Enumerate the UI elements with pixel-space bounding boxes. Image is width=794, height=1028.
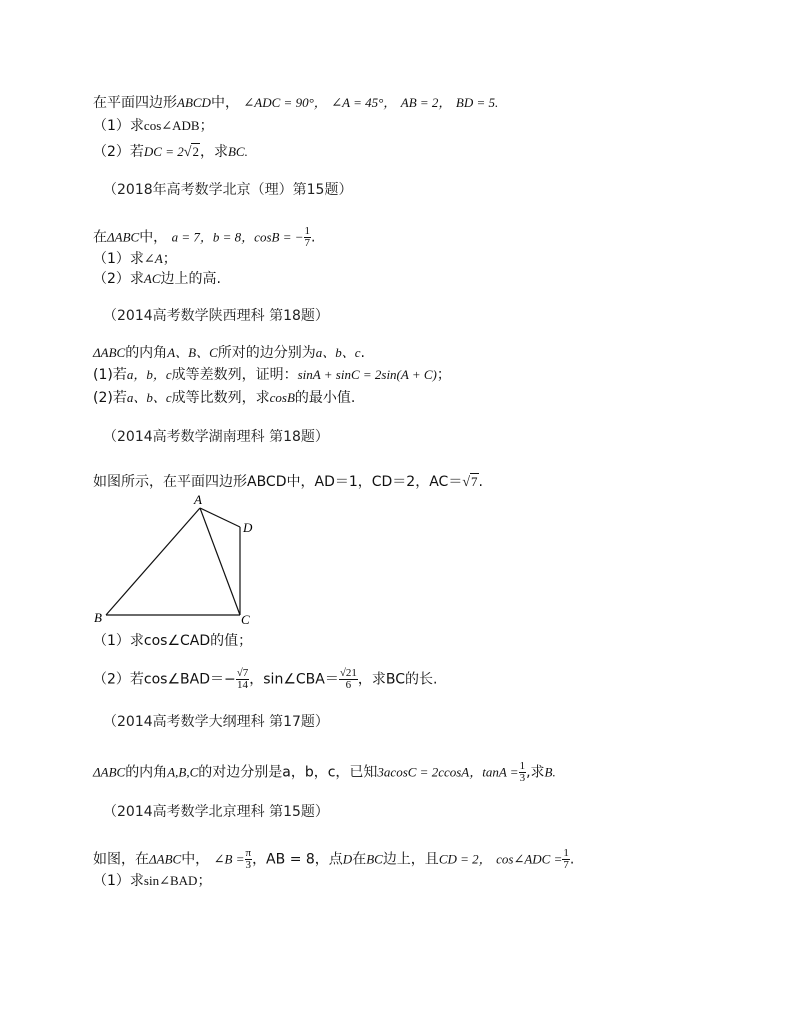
text: . bbox=[478, 474, 483, 490]
math: DC = 2 bbox=[143, 144, 184, 159]
math: AB = 2， bbox=[400, 95, 452, 110]
text: ，sin∠CBA＝ bbox=[249, 671, 339, 688]
math: cos∠ADB bbox=[143, 118, 200, 133]
math: ∠A bbox=[143, 251, 163, 266]
frac-num: 1 bbox=[304, 225, 311, 237]
math: ΔABC bbox=[107, 229, 140, 245]
math: ∠B = bbox=[213, 851, 245, 867]
text: 成等比数列，求 bbox=[171, 390, 270, 406]
math: a、b、c bbox=[126, 390, 172, 405]
problem2-q1 bbox=[93, 250, 177, 268]
math: BD = 5. bbox=[455, 95, 499, 110]
text: （1）求 bbox=[93, 118, 144, 134]
text: 所对的边分别为 bbox=[217, 345, 316, 361]
frac-den: 3 bbox=[245, 859, 252, 871]
text: . bbox=[311, 229, 316, 246]
math: 3acosC = 2ccosA，tanA = bbox=[377, 764, 519, 780]
math: ΔABC bbox=[93, 764, 126, 780]
sqrt-sign: √ bbox=[183, 145, 192, 160]
math: CD = 2， bbox=[438, 851, 492, 867]
text: (1)若 bbox=[93, 367, 127, 383]
text: 边上的高. bbox=[160, 271, 221, 287]
problem4-source: （2014高考数学湖南理科 第18题） bbox=[103, 429, 329, 445]
math: ABCD bbox=[177, 95, 211, 110]
problem6-q1 bbox=[93, 872, 211, 890]
frac-num: √21 bbox=[339, 667, 357, 679]
math: a，b，c bbox=[126, 367, 172, 382]
problem1-q1 bbox=[93, 117, 214, 135]
text: （2）若 bbox=[93, 144, 144, 160]
text: 在 bbox=[93, 229, 107, 246]
problem3-source: （2014高考数学陕西理科 第18题） bbox=[103, 308, 329, 324]
problem4-q1: （1）求cos∠CAD的值； bbox=[93, 633, 253, 649]
frac-den: 3 bbox=[519, 772, 526, 784]
fraction bbox=[562, 848, 570, 871]
math: sinA + sinC = 2sin(A + C) bbox=[297, 367, 437, 382]
text: ，求 bbox=[199, 144, 228, 160]
fraction bbox=[245, 848, 253, 871]
frac-den: 7 bbox=[563, 859, 569, 871]
problem5-intro bbox=[93, 761, 556, 784]
math: AC bbox=[143, 271, 161, 286]
text: 边上，且 bbox=[382, 851, 439, 868]
text: ； bbox=[199, 118, 214, 134]
text: 的内角 bbox=[125, 345, 168, 361]
math: A、B、C bbox=[167, 345, 218, 360]
text: . bbox=[569, 851, 575, 868]
problem6-intro bbox=[93, 848, 574, 871]
math: sin∠BAD bbox=[143, 873, 198, 888]
frac-den: 14 bbox=[236, 679, 248, 691]
math: ΔABC bbox=[149, 851, 182, 867]
problem2-intro bbox=[93, 226, 315, 249]
math: BC bbox=[366, 851, 383, 867]
math: cos∠ADC = bbox=[496, 851, 563, 867]
text: ； bbox=[436, 367, 451, 383]
text: 如图，在 bbox=[93, 851, 149, 868]
text: . bbox=[360, 345, 365, 361]
math: a、b、c bbox=[315, 345, 361, 360]
frac-num: √7 bbox=[236, 667, 249, 679]
sqrt-arg: 2 bbox=[192, 144, 199, 159]
text: ,求 bbox=[526, 764, 545, 781]
text: 的最小值. bbox=[294, 390, 356, 406]
text: ，求BC的长. bbox=[357, 671, 438, 688]
text: （2）求 bbox=[93, 271, 144, 287]
text: 的内角 bbox=[125, 764, 168, 781]
text: 成等差数列，证明： bbox=[171, 367, 298, 383]
math: a = 7，b = 8，cosB = − bbox=[171, 229, 304, 245]
sqrt-arg: 7 bbox=[471, 474, 478, 489]
sqrt-sign: √ bbox=[462, 475, 471, 490]
math: ΔABC bbox=[93, 345, 126, 360]
text: （2）若cos∠BAD＝− bbox=[93, 671, 236, 688]
fraction bbox=[339, 668, 358, 691]
frac-den: 7 bbox=[304, 237, 311, 249]
quadrilateral-figure bbox=[90, 490, 270, 630]
vertex-label-c: C bbox=[241, 612, 250, 627]
text: 在 bbox=[352, 851, 367, 868]
math: ∠A = 45°， bbox=[331, 95, 397, 110]
fraction bbox=[519, 761, 527, 784]
text: ； bbox=[162, 251, 177, 267]
text: 的对边分别是a，b，c，已知 bbox=[198, 764, 378, 781]
vertex-label-b: B bbox=[94, 610, 102, 625]
problem1-intro bbox=[93, 94, 498, 112]
fraction bbox=[304, 226, 312, 249]
text: (2)若 bbox=[93, 390, 127, 406]
problem1-q2 bbox=[93, 143, 248, 162]
problem4-q2 bbox=[93, 668, 437, 691]
edge-ba bbox=[106, 508, 200, 615]
math: D bbox=[342, 851, 353, 867]
problem2-q2 bbox=[93, 270, 221, 288]
math: A,B,C bbox=[167, 764, 199, 780]
text: （1）求 bbox=[93, 251, 144, 267]
vertex-label-a: A bbox=[194, 492, 202, 507]
frac-den: 6 bbox=[345, 679, 352, 691]
text: 中， bbox=[210, 95, 239, 111]
vertex-label-d: D bbox=[243, 520, 253, 535]
problem3-q1 bbox=[93, 366, 451, 384]
frac-num: 1 bbox=[519, 760, 526, 772]
text: 如图所示，在平面四边形ABCD中，AD＝1，CD＝2，AC＝ bbox=[93, 474, 463, 490]
text: 中， bbox=[181, 851, 210, 868]
math: BC. bbox=[227, 144, 248, 159]
frac-num: π bbox=[245, 847, 252, 859]
math: B. bbox=[544, 764, 556, 780]
problem5-source: （2014高考数学大纲理科 第17题） bbox=[103, 714, 329, 730]
fraction bbox=[236, 668, 250, 691]
math: cosB bbox=[269, 390, 295, 405]
problem6-source: （2014高考数学北京理科 第15题） bbox=[103, 804, 329, 820]
math: ∠ADC = 90°， bbox=[243, 95, 327, 110]
text: 在平面四边形 bbox=[93, 95, 177, 111]
problem3-intro bbox=[93, 344, 365, 362]
problem3-q2 bbox=[93, 389, 355, 407]
text: （1）求 bbox=[93, 873, 144, 889]
problem2-source: （2018年高考数学北京（理）第15题） bbox=[103, 182, 353, 198]
frac-num: 1 bbox=[563, 847, 569, 859]
text: ； bbox=[197, 873, 212, 889]
text: ，AB = 8，点 bbox=[252, 851, 343, 868]
text: 中， bbox=[139, 229, 168, 246]
